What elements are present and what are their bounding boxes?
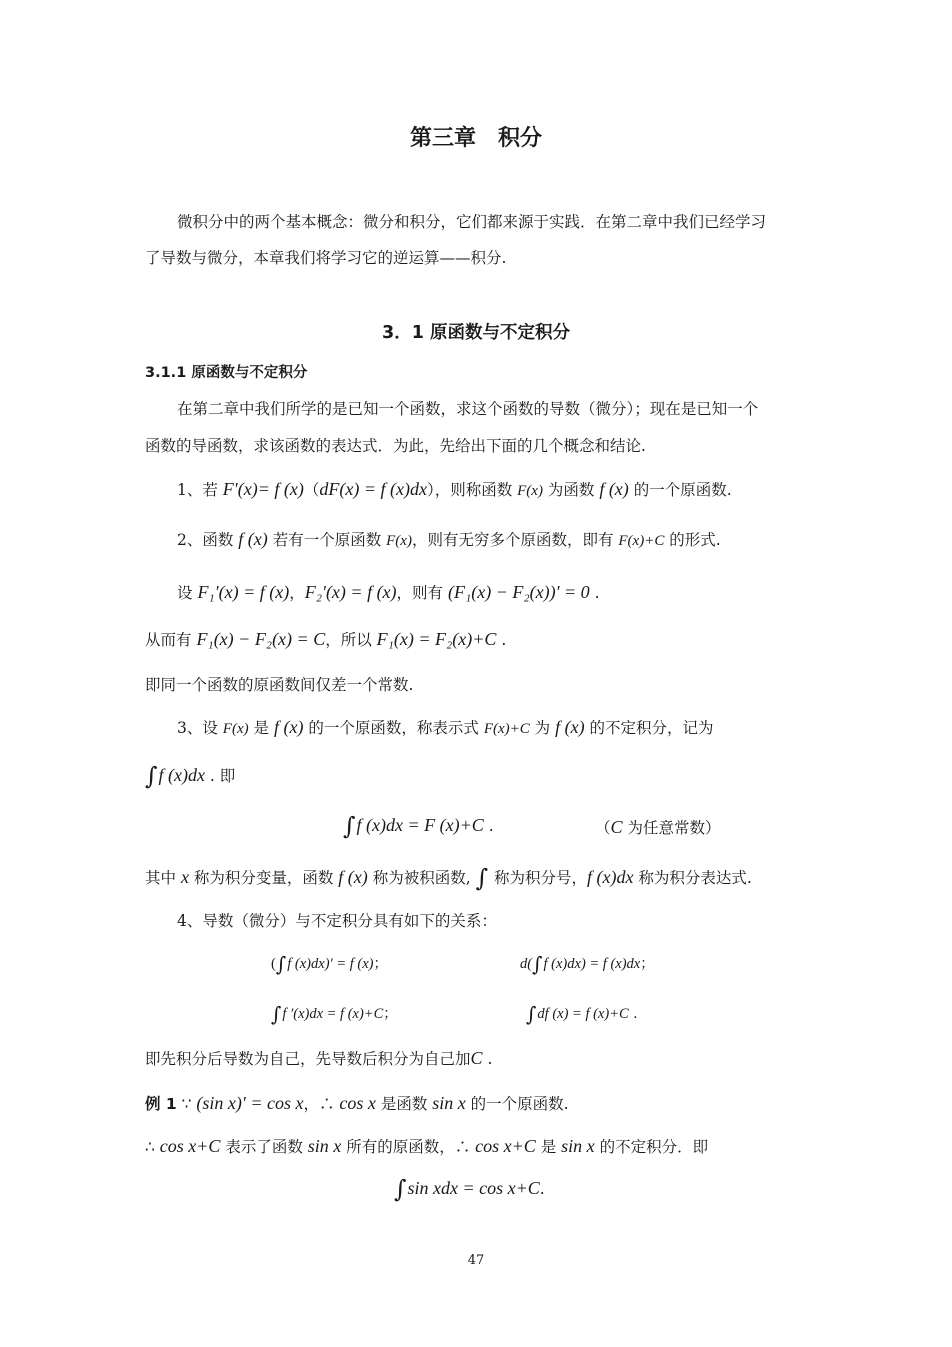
proof-hence: 从而有 [145,631,197,649]
example-1-because: ∵ [176,1095,197,1113]
relation-1a-open: ( [271,956,276,972]
subsection-title: 3.1.1 原函数与不定积分 [145,365,308,381]
item-3-FC: F(x)+C [483,721,530,737]
item-1-f: f (x) [599,479,629,499]
proof-eq-d: F₁(x) − F₂(x) = C [196,629,326,649]
relation-1b-eq: f (x)dx) = f (x)dx [543,956,641,972]
example-1-sep: ，∴ [303,1095,340,1113]
relation-1a-end: ； [373,956,388,972]
item-1 [177,478,732,502]
where-fdx: f (x)dx [587,867,634,887]
where-line [145,864,752,892]
proof-sep: ， [289,584,305,602]
item-2-F: F(x) [386,533,412,549]
example-1-l2-t3: 是 [535,1138,562,1156]
example-1-l2-t1: 表示了函数 [220,1138,308,1156]
example-1-eq2: cos x [339,1093,376,1113]
where-f: f (x) [338,867,368,887]
para1-line-2: 函数的导函数，求该函数的表达式．为此，先给出下面的几个概念和结论. [145,437,646,455]
item-1-prefix: 1、若 [177,481,223,499]
where-t1: 称为积分变量，函数 [188,869,339,887]
proof-line-1 [177,581,600,604]
integral-sign-icon: ∫ [526,1002,537,1026]
example-1-l2-eq1: cos x+C [159,1136,221,1156]
item-4: 4、导数（微分）与不定积分具有如下的关系： [177,912,497,930]
where-x: x [180,867,189,887]
proof-so: ，所以 [325,631,377,649]
section-title: 3．1 原函数与不定积分 [382,323,570,343]
relation-summary-C: C [470,1048,483,1068]
display-equation-1 [343,812,494,840]
proof-eq-c: (F₁(x) − F₂(x))′ = 0 [447,582,590,602]
example-1-l2-t4: 的不定积分．即 [594,1138,709,1156]
item-1-mid2: 为函数 [542,481,600,499]
relation-2b-end: . [628,1006,638,1022]
integral-sign-icon: ∫ [394,1175,407,1203]
integral-sign-icon: ∫ [271,1002,282,1026]
item-3-suffix: 的不定积分，记为 [584,719,714,737]
where-t2: 称为被积函数, [367,869,476,887]
display-1-end: . [483,817,494,835]
relation-summary-end: . [482,1050,493,1068]
display-1-note-open: （ [595,819,611,837]
proof-conclusion: 即同一个函数的原函数间仅差一个常数. [145,676,414,694]
proof-set: 设 [177,584,198,602]
example-1-final-end: . [539,1180,545,1198]
item-1-eq-derivative: F′(x)= f (x) [222,479,304,499]
relation-2a-end: ； [383,1006,398,1022]
proof-end: . [589,584,600,602]
display-1-note-C: C [610,817,623,837]
relation-1b-d: d( [520,956,533,972]
relation-1b [520,953,654,975]
para1-line-1: 在第二章中我们所学的是已知一个函数，求这个函数的导数（微分）；现在是已知一个 [177,400,759,418]
item-3-prefix: 3、设 [177,719,223,737]
relation-2b-eq: df (x) = f (x)+C [537,1006,629,1022]
item-3 [177,716,714,740]
example-1-eq1: (sin x)′ = cos x [196,1093,304,1113]
example-1-t2: 的一个原函数. [465,1095,569,1113]
proof-end-2: . [496,631,507,649]
item-3-ji: . 即 [204,767,236,785]
where-t3: 称为积分号， [489,869,588,887]
item-3-mid: 是 [248,719,274,737]
display-1-note-text: 为任意常数） [622,819,721,837]
example-1-final-eq: sin xdx = cos x+C [407,1178,540,1198]
proof-line-2 [145,628,506,651]
relation-1b-end: ； [640,956,655,972]
integral-sign-icon: ∫ [145,762,158,790]
integral-sign-icon: ∫ [343,812,356,840]
relation-summary [145,1047,492,1070]
relation-2a [271,1003,397,1025]
integral-sign-icon: ∫ [275,952,287,976]
relation-2b [526,1003,638,1025]
item-3-f: f (x) [273,717,304,737]
chapter-title: 第三章 积分 [409,126,542,151]
example-1-therefore: ∴ [145,1138,160,1156]
item-1-eq-differential: dF(x) = f (x)dx [319,479,427,499]
item-3-mid3: 为 [529,719,556,737]
item-1-suffix: 的一个原函数. [628,481,732,499]
example-1-l2-eq2: sin x [307,1136,342,1156]
integral-sign-icon: ∫ [475,864,489,892]
item-3-integral: f (x)dx [158,765,205,785]
relation-2a-eq: f ′(x)dx = f (x)+C [282,1006,384,1022]
example-1-t1: 是函数 [375,1095,433,1113]
example-1-line-1 [145,1092,569,1115]
display-1-eq: f (x)dx = F (x)+C [356,815,484,835]
item-1-paren: （ [303,481,320,499]
item-3-f2: f (x) [555,717,585,737]
item-2 [177,528,721,552]
proof-eq-b: F₂′(x) = f (x) [304,582,397,602]
relation-1a-eq: f (x)dx)′ = f (x) [287,956,374,972]
integral-sign-icon: ∫ [532,952,543,976]
example-1-l2-eq4: sin x [561,1136,595,1156]
item-3-F: F(x) [222,721,249,737]
item-2-suffix: 的形式. [664,531,721,549]
where-prefix: 其中 [145,869,181,887]
display-1-note [595,816,720,839]
example-1-l2-eq3: cos x+C [475,1136,536,1156]
example-1-final [394,1175,545,1203]
proof-eq-a: F₁′(x) = f (x) [197,582,290,602]
example-1-l2-t2: 所有的原函数，∴ [341,1138,476,1156]
item-2-mid: 若有一个原函数 [267,531,387,549]
item-3-mid2: 的一个原函数，称表示式 [303,719,484,737]
example-1-eq3: sin x [432,1093,466,1113]
example-1-label: 例 1 [145,1095,177,1113]
intro-line-2: 了导数与微分，本章我们将学习它的逆运算——积分. [145,249,507,267]
item-2-f: f (x) [238,529,268,549]
item-2-mid2: ，则有无穷多个原函数，即有 [411,531,619,549]
item-2-FC: F(x)+C [618,533,665,549]
where-t4: 称为积分表达式. [633,869,752,887]
example-1-line-2 [145,1135,708,1158]
proof-eq-e: F₁(x) = F₂(x)+C [376,629,497,649]
relation-summary-prefix: 即先积分后导数为自己，先导数后积分为自己加 [145,1050,471,1068]
item-2-prefix: 2、函数 [177,531,239,549]
item-1-mid: ），则称函数 [426,481,518,499]
item-3-notation [145,762,236,790]
item-1-F: F(x) [517,483,543,499]
intro-line-1: 微积分中的两个基本概念：微分和积分，它们都来源于实践．在第二章中我们已经学习 [177,213,767,231]
page-number: 47 [467,1253,485,1268]
relation-1a [271,953,387,975]
proof-then: ，则有 [396,584,448,602]
